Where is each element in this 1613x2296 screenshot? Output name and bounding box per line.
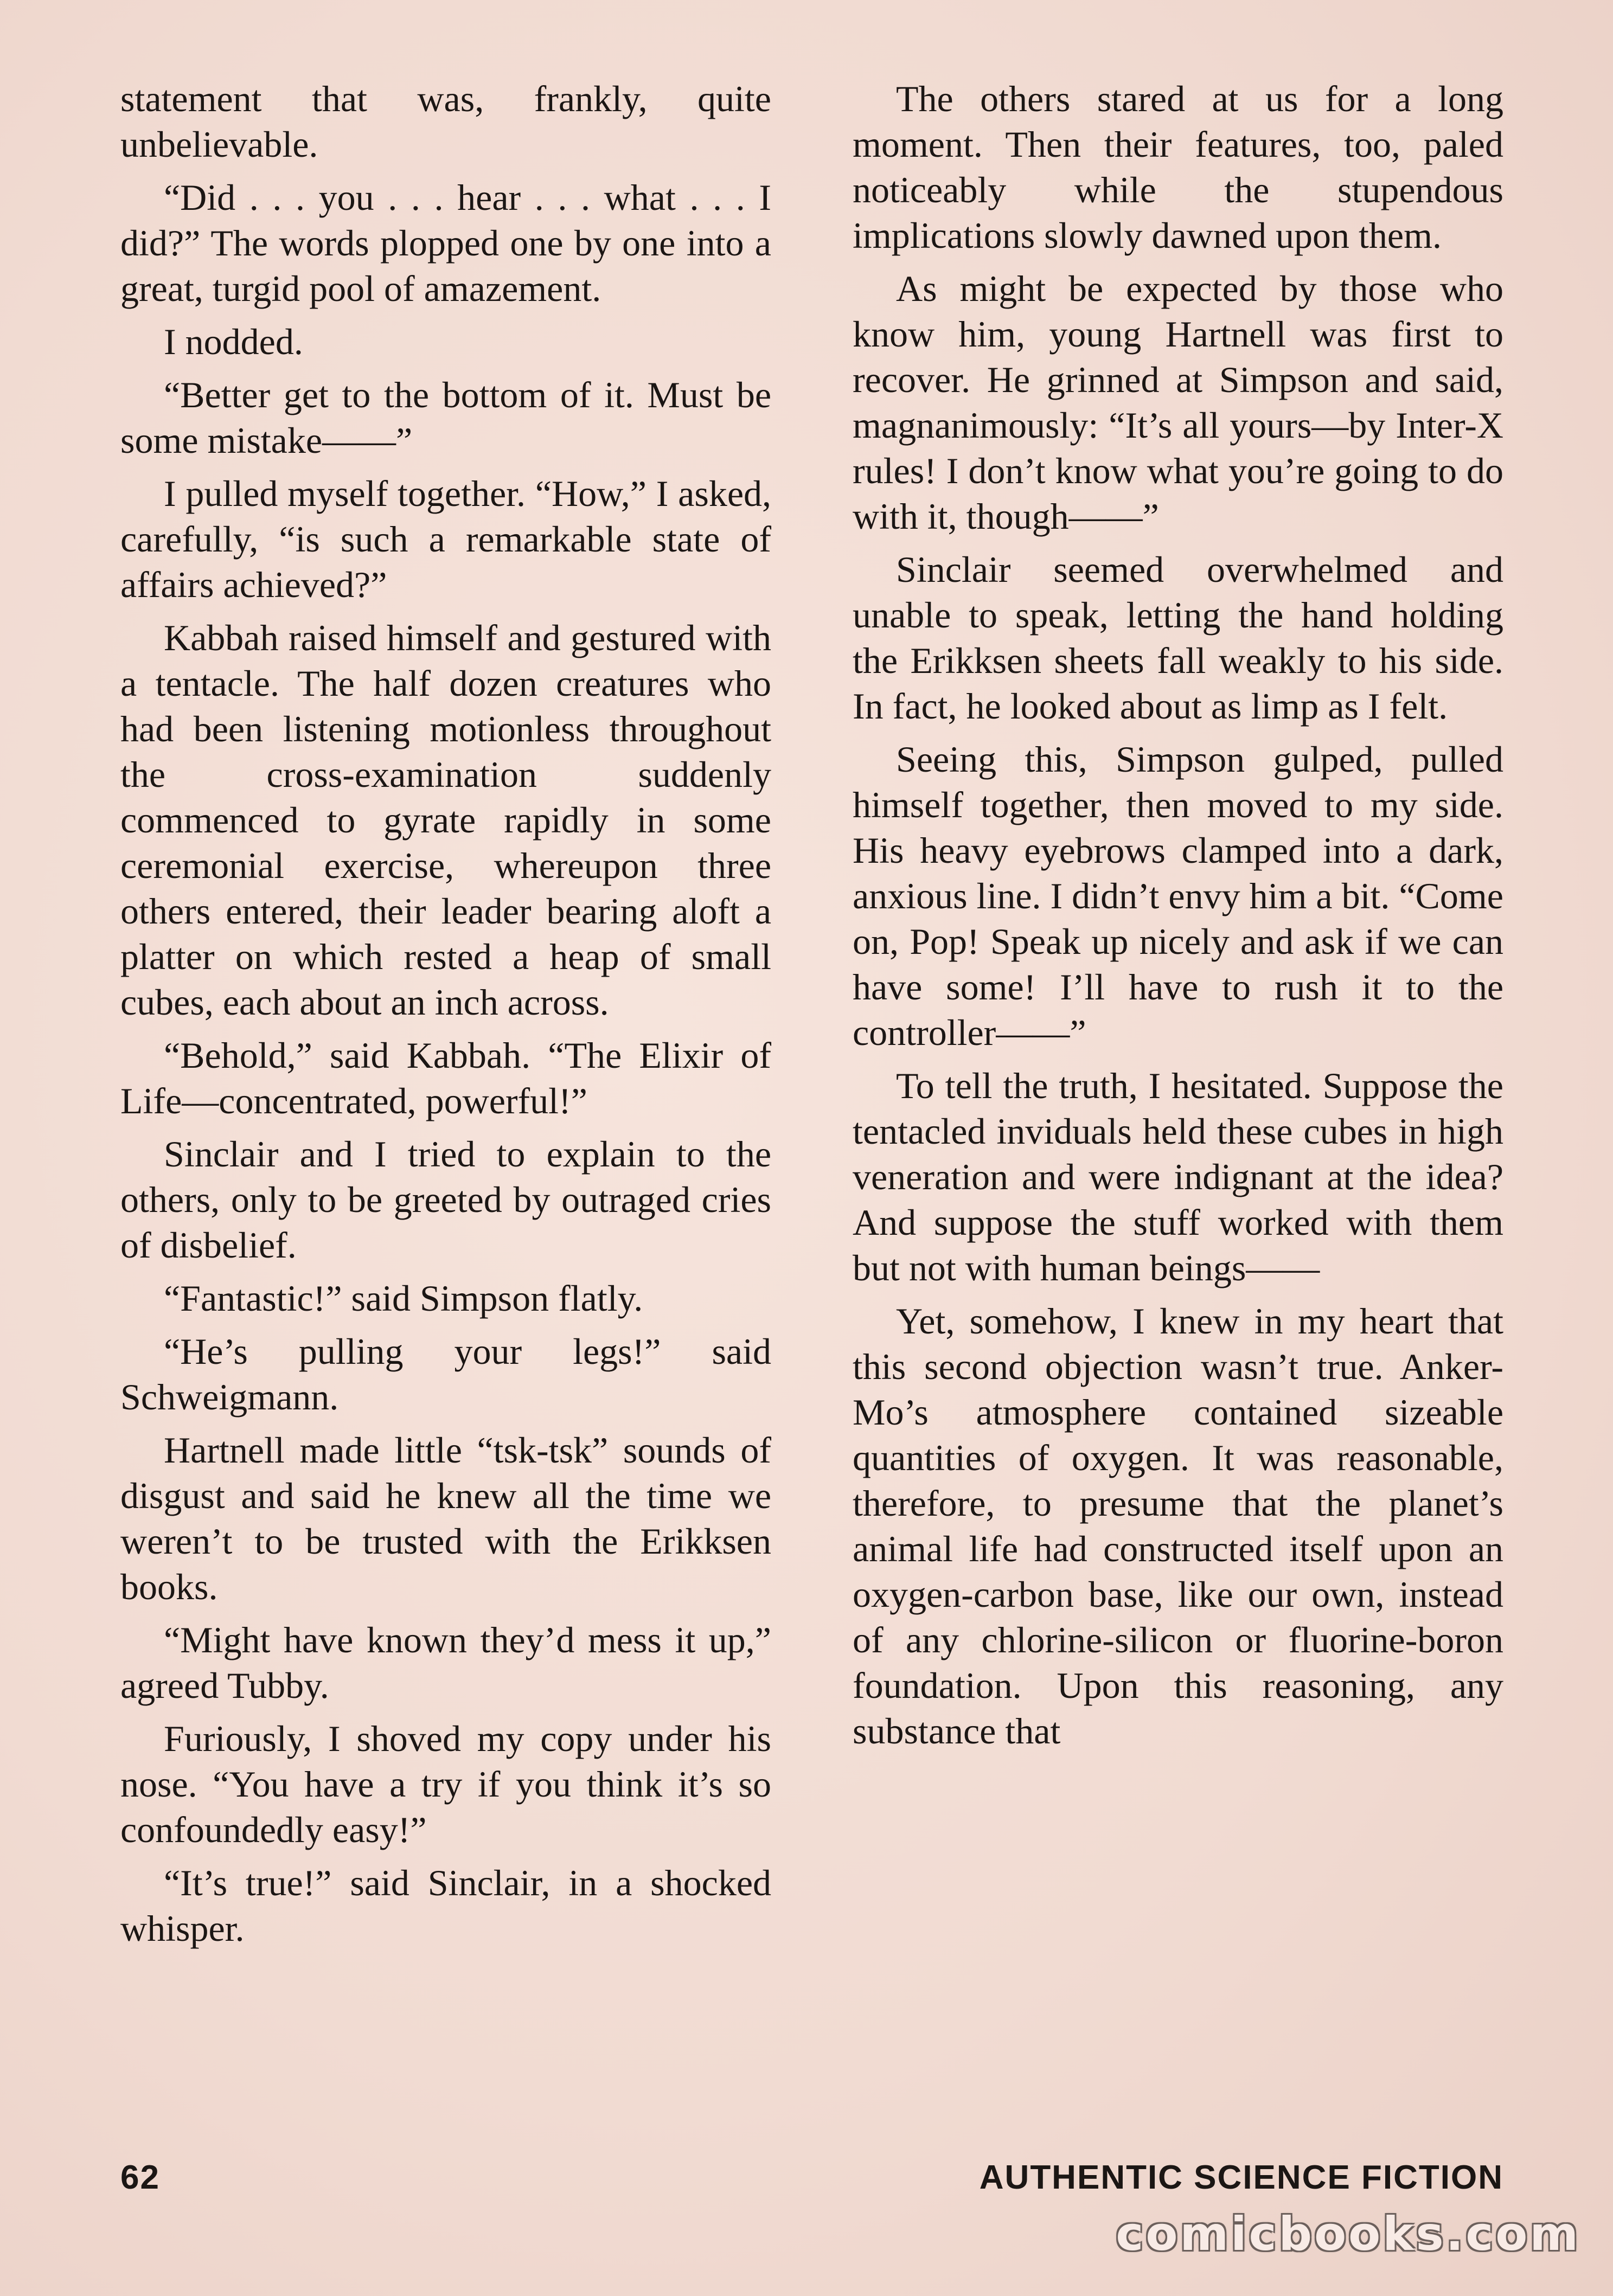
paragraph: I nodded. bbox=[164, 321, 303, 362]
page-number: 62 bbox=[120, 2159, 160, 2196]
paragraph: Hartnell made little “tsk-tsk” sounds of disgust and said he knew all the time we weren’t to be trusted with the Erikksen books. bbox=[120, 1429, 771, 1607]
paragraph: The others stared at us for a long moment. Then their features, too, paled noticeably while the stupendous implications slowly dawned upon them. bbox=[853, 78, 1503, 256]
paragraph: “Might have known they’d mess it up,” agreed Tubby. bbox=[120, 1619, 771, 1706]
paragraph: Seeing this, Simpson gulped, pulled himself together, then moved to my side. His heavy eyebrows clamped into a dark, anxious line. I didn’t envy him a bit. “Come on, Pop! Speak up nicely and ask if we can have some! I’ll have to rush it to the controller——” bbox=[853, 739, 1503, 1053]
paragraph: Sinclair seemed overwhelmed and unable to speak, letting the hand holding the Erikksen sheets fall weakly to his side. In fact, he looked about as limp as I felt. bbox=[853, 549, 1503, 727]
right-column bbox=[853, 76, 1503, 1761]
paragraph: Sinclair and I tried to explain to the others, only to be greeted by outraged cries of disbelief. bbox=[120, 1133, 771, 1266]
paragraph: As might be expected by those who know him, young Hartnell was first to recover. He grinned at Simpson and said, magnanimously: “It’s all yours—by Inter-X rules! I don’t know what you’re going to do with it, though——” bbox=[853, 268, 1503, 537]
paragraph: I pulled myself together. “How,” I asked, carefully, “is such a remarkable state of affairs achieved?” bbox=[120, 473, 771, 605]
watermark-logo: comicbooks.com bbox=[1116, 2207, 1580, 2261]
running-title: AUTHENTIC SCIENCE FICTION bbox=[979, 2159, 1503, 2196]
paragraph: Kabbah raised himself and gestured with a tentacle. The half dozen creatures who had been listening motionless throughout the cross-examination suddenly commenced to gyrate rapidly in some ceremonial exercise, whereupon three others entered, their leader bearing aloft a platter on which rested a heap of small cubes, each about an inch across. bbox=[120, 617, 771, 1023]
paragraph: “Better get to the bottom of it. Must be some mistake——” bbox=[120, 374, 771, 461]
paragraph: “He’s pulling your legs!” said Schweigmann. bbox=[120, 1331, 771, 1418]
left-column bbox=[120, 76, 771, 1959]
paragraph: Furiously, I shoved my copy under his nose. “You have a try if you think it’s so confoundedly easy!” bbox=[120, 1718, 771, 1850]
paragraph: Yet, somehow, I knew in my heart that this second objection wasn’t true. Anker-Mo’s atmosphere contained sizeable quantities of oxygen. It was reasonable, therefore, to presume that the planet’s animal life had constructed itself upon an oxygen-carbon base, like our own, instead of any chlorine-silicon or fluorine-boron foundation. Upon this reasoning, any substance that bbox=[853, 1300, 1503, 1752]
paragraph: To tell the truth, I hesitated. Suppose the tentacled inviduals held these cubes in high veneration and were indignant at the idea? And suppose the stuff worked with them but not with human beings—— bbox=[853, 1065, 1503, 1288]
paragraph: “Did . . . you . . . hear . . . what . . . I did?” The words plopped one by one into a great, turgid pool of amazement. bbox=[120, 177, 771, 309]
paragraph: “Behold,” said Kabbah. “The Elixir of Life—concentrated, powerful!” bbox=[120, 1035, 771, 1121]
paragraph: “It’s true!” said Sinclair, in a shocked whisper. bbox=[120, 1862, 771, 1949]
paragraph: statement that was, frankly, quite unbelievable. bbox=[120, 78, 771, 165]
paragraph: “Fantastic!” said Simpson flatly. bbox=[164, 1278, 643, 1319]
